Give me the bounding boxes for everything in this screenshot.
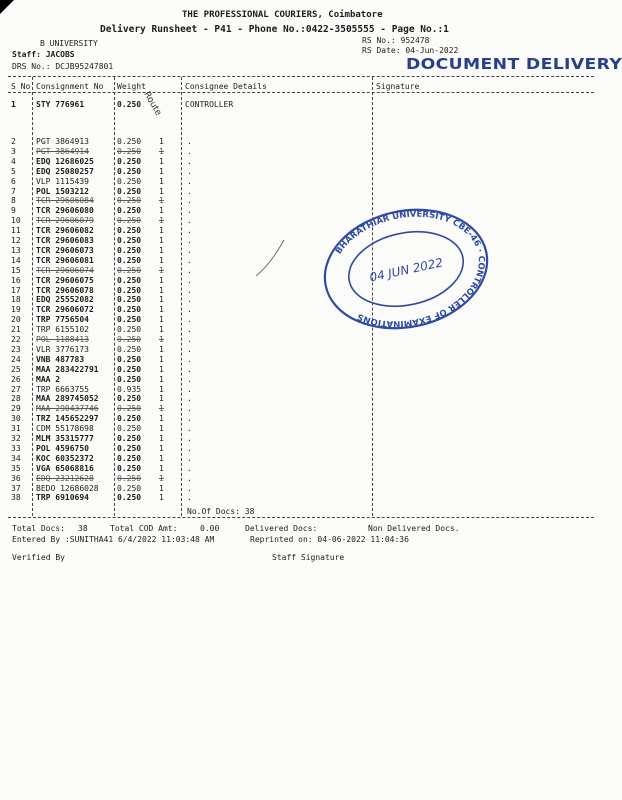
table-row (0, 484, 600, 494)
staff-signature: Staff Signature (272, 553, 345, 562)
row-consignee: . (187, 216, 192, 226)
row-consignee: . (187, 335, 192, 344)
row-sno: 36 (11, 473, 21, 483)
row-pieces: 1 (159, 226, 164, 236)
row-consignment: TRP 7756504 (36, 315, 89, 325)
row-sno: 14 (11, 255, 21, 265)
verified-by: Verified By (12, 553, 65, 562)
row-consignee: . (187, 186, 192, 196)
table-row (0, 454, 600, 464)
row-consignment: POL 4596750 (36, 443, 89, 453)
row-weight: 0.250 (117, 245, 142, 255)
table-bottom-rule (8, 517, 594, 518)
row-sno: 25 (11, 364, 21, 374)
row-consignee: . (187, 295, 192, 305)
row-pieces: 1 (159, 384, 164, 394)
table-row (0, 375, 600, 385)
row-pieces: 1 (159, 315, 164, 325)
row-pieces: 1 (159, 305, 164, 315)
table-row (0, 286, 600, 296)
row-pieces: 1 (159, 265, 164, 275)
stamp-ring-text: BHARATHIAR UNIVERSITY CBE-46 · CONTROLLER OF EXAMINATIONS (333, 209, 486, 329)
table-row (0, 434, 600, 444)
row-consignment: TCR 29606080 (36, 206, 94, 216)
row-pieces: 1 (159, 206, 164, 216)
table-row (0, 335, 600, 345)
row-weight: 0.250 (117, 236, 142, 245)
row-weight: 0.250 (117, 156, 142, 166)
row-consignee: . (187, 236, 192, 245)
non-delivered-docs-label: Non Delivered Docs. (368, 524, 460, 533)
row-pieces: 1 (159, 354, 164, 364)
row-consignment: EDQ 25080257 (36, 166, 94, 176)
row-consignment: TCR 29606079 (36, 216, 94, 226)
row-weight: 0.250 (117, 255, 142, 265)
row-sno: 32 (11, 434, 21, 443)
col-header-weight: Weight (117, 82, 146, 91)
table-row (0, 177, 600, 187)
row-consignment: TCR 29606073 (36, 245, 94, 255)
row-weight: 0.250 (117, 443, 142, 453)
company-title: THE PROFESSIONAL COURIERS, Coimbatore (182, 10, 383, 20)
row-weight: 0.250 (117, 473, 142, 483)
row-sno: 27 (11, 384, 21, 394)
row-sno: 21 (11, 325, 21, 335)
row-pieces: 1 (159, 434, 164, 443)
row-sno: 18 (11, 295, 21, 305)
row-sno: 12 (11, 236, 21, 245)
row-pieces: 1 (159, 394, 164, 404)
page-corner-mark (0, 0, 14, 14)
row-pieces: 1 (159, 473, 164, 483)
row-consignment: MAA 283422791 (36, 364, 99, 374)
row-pieces: 1 (159, 255, 164, 265)
row-sno: 34 (11, 453, 21, 463)
row-weight: 0.250 (117, 364, 142, 374)
table-row (0, 345, 600, 355)
row-sno: 5 (11, 166, 16, 176)
row-sno: 15 (11, 265, 21, 275)
row-pieces: 1 (159, 414, 164, 424)
table-row (0, 266, 600, 276)
row-weight: 0.250 (117, 414, 142, 424)
reprinted-on: Reprinted on: 04-06-2022 11:04:36 (250, 535, 409, 544)
row-pieces: 1 (159, 196, 164, 206)
row-consignment: TRP 6910694 (36, 493, 89, 503)
row-weight: 0.250 (117, 463, 142, 473)
table-row (0, 474, 600, 484)
row-sno: 10 (11, 216, 21, 226)
row-sno: 26 (11, 374, 21, 384)
row-weight: 0.250 (117, 137, 142, 146)
row-sno: 8 (11, 196, 16, 206)
row-1-consignee: CONTROLLER (185, 100, 234, 109)
document-delivery-heading: DOCUMENT DELIVERY (406, 55, 622, 73)
row-weight: 0.250 (117, 226, 142, 236)
table-row (0, 196, 600, 206)
row-sno: 31 (11, 424, 21, 434)
row-weight: 0.250 (117, 265, 142, 275)
row-consignee: . (187, 434, 192, 443)
row-weight: 0.250 (117, 404, 142, 414)
row-pieces: 1 (159, 285, 164, 295)
row-sno: 6 (11, 176, 16, 186)
row-pieces: 1 (159, 364, 164, 374)
row-weight: 0.250 (117, 434, 142, 443)
row-consignee: . (187, 443, 192, 453)
row-pieces: 1 (159, 137, 164, 146)
row-consignee: . (187, 137, 192, 146)
runsheet-title: Delivery Runsheet - P41 - Phone No.:0422-3505555 - Page No.:1 (100, 24, 449, 35)
col-header-consignee: Consignee Details (185, 82, 267, 91)
table-row (0, 137, 600, 147)
row-consignment: POL 1503212 (36, 186, 89, 196)
table-row (0, 315, 600, 325)
row-weight: 0.250 (117, 305, 142, 315)
row-consignee: . (187, 176, 192, 186)
row-weight: 0.250 (117, 453, 142, 463)
row-weight: 0.250 (117, 186, 142, 196)
table-row (0, 295, 600, 305)
row-weight: 0.250 (117, 344, 142, 354)
row-pieces: 1 (159, 335, 164, 344)
row-sno: 2 (11, 137, 16, 146)
row-consignee: . (187, 245, 192, 255)
no-of-docs: No.Of Docs: 38 (187, 507, 255, 516)
row-consignee: . (187, 305, 192, 315)
row-pieces: 1 (159, 443, 164, 453)
row-weight: 0.250 (117, 146, 142, 156)
row-consignee: . (187, 424, 192, 434)
row-consignment: TCR 29606075 (36, 275, 94, 285)
row-weight: 0.250 (117, 424, 142, 434)
row-consignment: MAA 289745052 (36, 394, 99, 404)
table-row (0, 385, 600, 395)
row-consignment: EDQ 12686025 (36, 156, 94, 166)
row-weight: 0.250 (117, 285, 142, 295)
row-consignee: . (187, 364, 192, 374)
row-pieces: 1 (159, 156, 164, 166)
col-header-sno: S No (11, 82, 31, 91)
row-pieces: 1 (159, 344, 164, 354)
row-consignee: . (187, 196, 192, 206)
row-pieces: 1 (159, 295, 164, 305)
table-row (0, 276, 600, 286)
row-pieces: 1 (159, 245, 164, 255)
row-weight: 0.250 (117, 206, 142, 216)
row-pieces: 1 (159, 483, 164, 493)
row-sno: 23 (11, 344, 21, 354)
row-sno: 35 (11, 463, 21, 473)
row-consignment: VLR 3776173 (36, 344, 89, 354)
table-row (0, 493, 600, 503)
col-header-consignment: Consignment No (36, 82, 104, 91)
row-consignment: TCR 29606083 (36, 236, 94, 245)
row-weight: 0.935 (117, 384, 142, 394)
row-consignee: . (187, 483, 192, 493)
table-header-rule (8, 92, 594, 93)
row-consignee: . (187, 325, 192, 335)
row-consignment: POL 1188413 (36, 335, 89, 344)
row-consignee: . (187, 206, 192, 216)
row-consignee: . (187, 453, 192, 463)
row-pieces: 1 (159, 186, 164, 196)
entered-by: Entered By :SUNITHA41 6/4/2022 11:03:48 AM (12, 535, 215, 544)
row-consignment: MLM 35315777 (36, 434, 94, 443)
row-consignment: EDQ 23212628 (36, 473, 94, 483)
row-pieces: 1 (159, 404, 164, 414)
table-row (0, 464, 600, 474)
table-row (0, 216, 600, 226)
row-consignee: . (187, 404, 192, 414)
table-row (0, 206, 600, 216)
handwritten-route-mark: Route (141, 90, 164, 118)
row-weight: 0.250 (117, 325, 142, 335)
table-row (0, 305, 600, 315)
row-consignee: . (187, 473, 192, 483)
table-row (0, 424, 600, 434)
row-sno: 9 (11, 206, 16, 216)
row-consignment: VLP 1115439 (36, 176, 89, 186)
rs-date: RS Date: 04-Jun-2022 (362, 46, 459, 55)
row-weight: 0.250 (117, 394, 142, 404)
row-consignee: . (187, 344, 192, 354)
row-consignee: . (187, 166, 192, 176)
row-consignment: VGA 65068816 (36, 463, 94, 473)
row-1-weight: 0.250 (117, 100, 142, 109)
row-pieces: 1 (159, 493, 164, 503)
row-pieces: 1 (159, 275, 164, 285)
table-row (0, 365, 600, 375)
row-sno: 13 (11, 245, 21, 255)
row-consignee: . (187, 146, 192, 156)
row-weight: 0.250 (117, 335, 142, 344)
row-consignment: MAA 2 (36, 374, 61, 384)
row-consignment: MAA 290437746 (36, 404, 99, 414)
row-sno: 3 (11, 146, 16, 156)
row-consignment: TRP 6155102 (36, 325, 89, 335)
total-cod-value: 0.00 (200, 524, 220, 533)
row-weight: 0.250 (117, 295, 142, 305)
row-consignee: . (187, 493, 192, 503)
table-row (0, 246, 600, 256)
row-consignee: . (187, 226, 192, 236)
row-weight: 0.250 (117, 483, 142, 493)
row-consignee: . (187, 374, 192, 384)
row-consignment: PGT 3864914 (36, 146, 89, 156)
row-consignment: TCR 29606084 (36, 196, 94, 206)
row-pieces: 1 (159, 176, 164, 186)
table-row (0, 256, 600, 266)
col-header-signature: Signature (376, 82, 420, 91)
total-docs-label: Total Docs: (12, 524, 65, 533)
row-sno: 7 (11, 186, 16, 196)
row-weight: 0.250 (117, 275, 142, 285)
row-sno: 20 (11, 315, 21, 325)
row-weight: 0.250 (117, 216, 142, 226)
row-consignment: TCR 29606072 (36, 305, 94, 315)
row-weight: 0.250 (117, 493, 142, 503)
table-row (0, 325, 600, 335)
delivered-docs-label: Delivered Docs: (245, 524, 318, 533)
drs-number: DRS No.: DCJB95247801 (12, 62, 114, 71)
row-consignee: . (187, 285, 192, 295)
row-sno: 4 (11, 156, 16, 166)
row-consignment: TCR 29606078 (36, 285, 94, 295)
table-row (0, 355, 600, 365)
row-consignee: . (187, 255, 192, 265)
pen-mark (250, 236, 290, 280)
row-1-consignment: STY 776961 (36, 100, 85, 109)
row-consignee: . (187, 414, 192, 424)
row-pieces: 1 (159, 146, 164, 156)
table-row (0, 226, 600, 236)
stamp-date: 04 JUN 2022 (368, 255, 445, 285)
row-consignee: . (187, 384, 192, 394)
table-row (0, 147, 600, 157)
table-row (0, 157, 600, 167)
row-consignment: TCR 29606074 (36, 265, 94, 275)
row-pieces: 1 (159, 374, 164, 384)
row-consignee: . (187, 315, 192, 325)
row-sno: 19 (11, 305, 21, 315)
row-consignment: PGT 3864913 (36, 137, 89, 146)
row-weight: 0.250 (117, 315, 142, 325)
row-1-sno: 1 (11, 100, 16, 109)
row-consignee: . (187, 354, 192, 364)
university-stamp (320, 206, 492, 332)
row-sno: 24 (11, 354, 21, 364)
row-pieces: 1 (159, 424, 164, 434)
row-consignment: VNB 487783 (36, 354, 85, 364)
row-pieces: 1 (159, 453, 164, 463)
row-consignee: . (187, 275, 192, 285)
table-row (0, 404, 600, 414)
rs-number: RS No.: 952478 (362, 36, 430, 45)
table-row (0, 414, 600, 424)
row-consignment: CDM 55178698 (36, 424, 94, 434)
row-weight: 0.250 (117, 196, 142, 206)
row-consignee: . (187, 265, 192, 275)
row-consignment: BEDO 12686028 (36, 483, 99, 493)
row-weight: 0.250 (117, 374, 142, 384)
row-sno: 29 (11, 404, 21, 414)
row-consignee: . (187, 156, 192, 166)
row-consignment: TRP 6663755 (36, 384, 89, 394)
row-pieces: 1 (159, 236, 164, 245)
row-weight: 0.250 (117, 176, 142, 186)
row-sno: 16 (11, 275, 21, 285)
row-consignee: . (187, 463, 192, 473)
row-weight: 0.250 (117, 354, 142, 364)
row-sno: 11 (11, 226, 21, 236)
total-cod-label: Total COD Amt: (110, 524, 178, 533)
table-top-rule (8, 76, 594, 77)
row-sno: 37 (11, 483, 21, 493)
row-sno: 38 (11, 493, 21, 503)
row-pieces: 1 (159, 166, 164, 176)
table-row (0, 167, 600, 177)
customer-name: B UNIVERSITY (40, 39, 98, 48)
row-consignment: TRZ 145652297 (36, 414, 99, 424)
row-sno: 22 (11, 335, 21, 344)
row-consignment: KOC 60352372 (36, 453, 94, 463)
table-row (0, 187, 600, 197)
row-consignment: EDQ 25552082 (36, 295, 94, 305)
row-sno: 17 (11, 285, 21, 295)
table-row (0, 444, 600, 454)
row-pieces: 1 (159, 463, 164, 473)
row-consignment: TCR 29606082 (36, 226, 94, 236)
row-pieces: 1 (159, 216, 164, 226)
table-row (0, 394, 600, 404)
staff-name: Staff: JACOBS (12, 50, 75, 59)
row-sno: 28 (11, 394, 21, 404)
row-sno: 33 (11, 443, 21, 453)
table-row (0, 236, 600, 246)
row-pieces: 1 (159, 325, 164, 335)
row-consignee: . (187, 394, 192, 404)
row-weight: 0.250 (117, 166, 142, 176)
total-docs-value: 38 (78, 524, 88, 533)
row-sno: 30 (11, 414, 21, 424)
row-consignment: TCR 29606081 (36, 255, 94, 265)
